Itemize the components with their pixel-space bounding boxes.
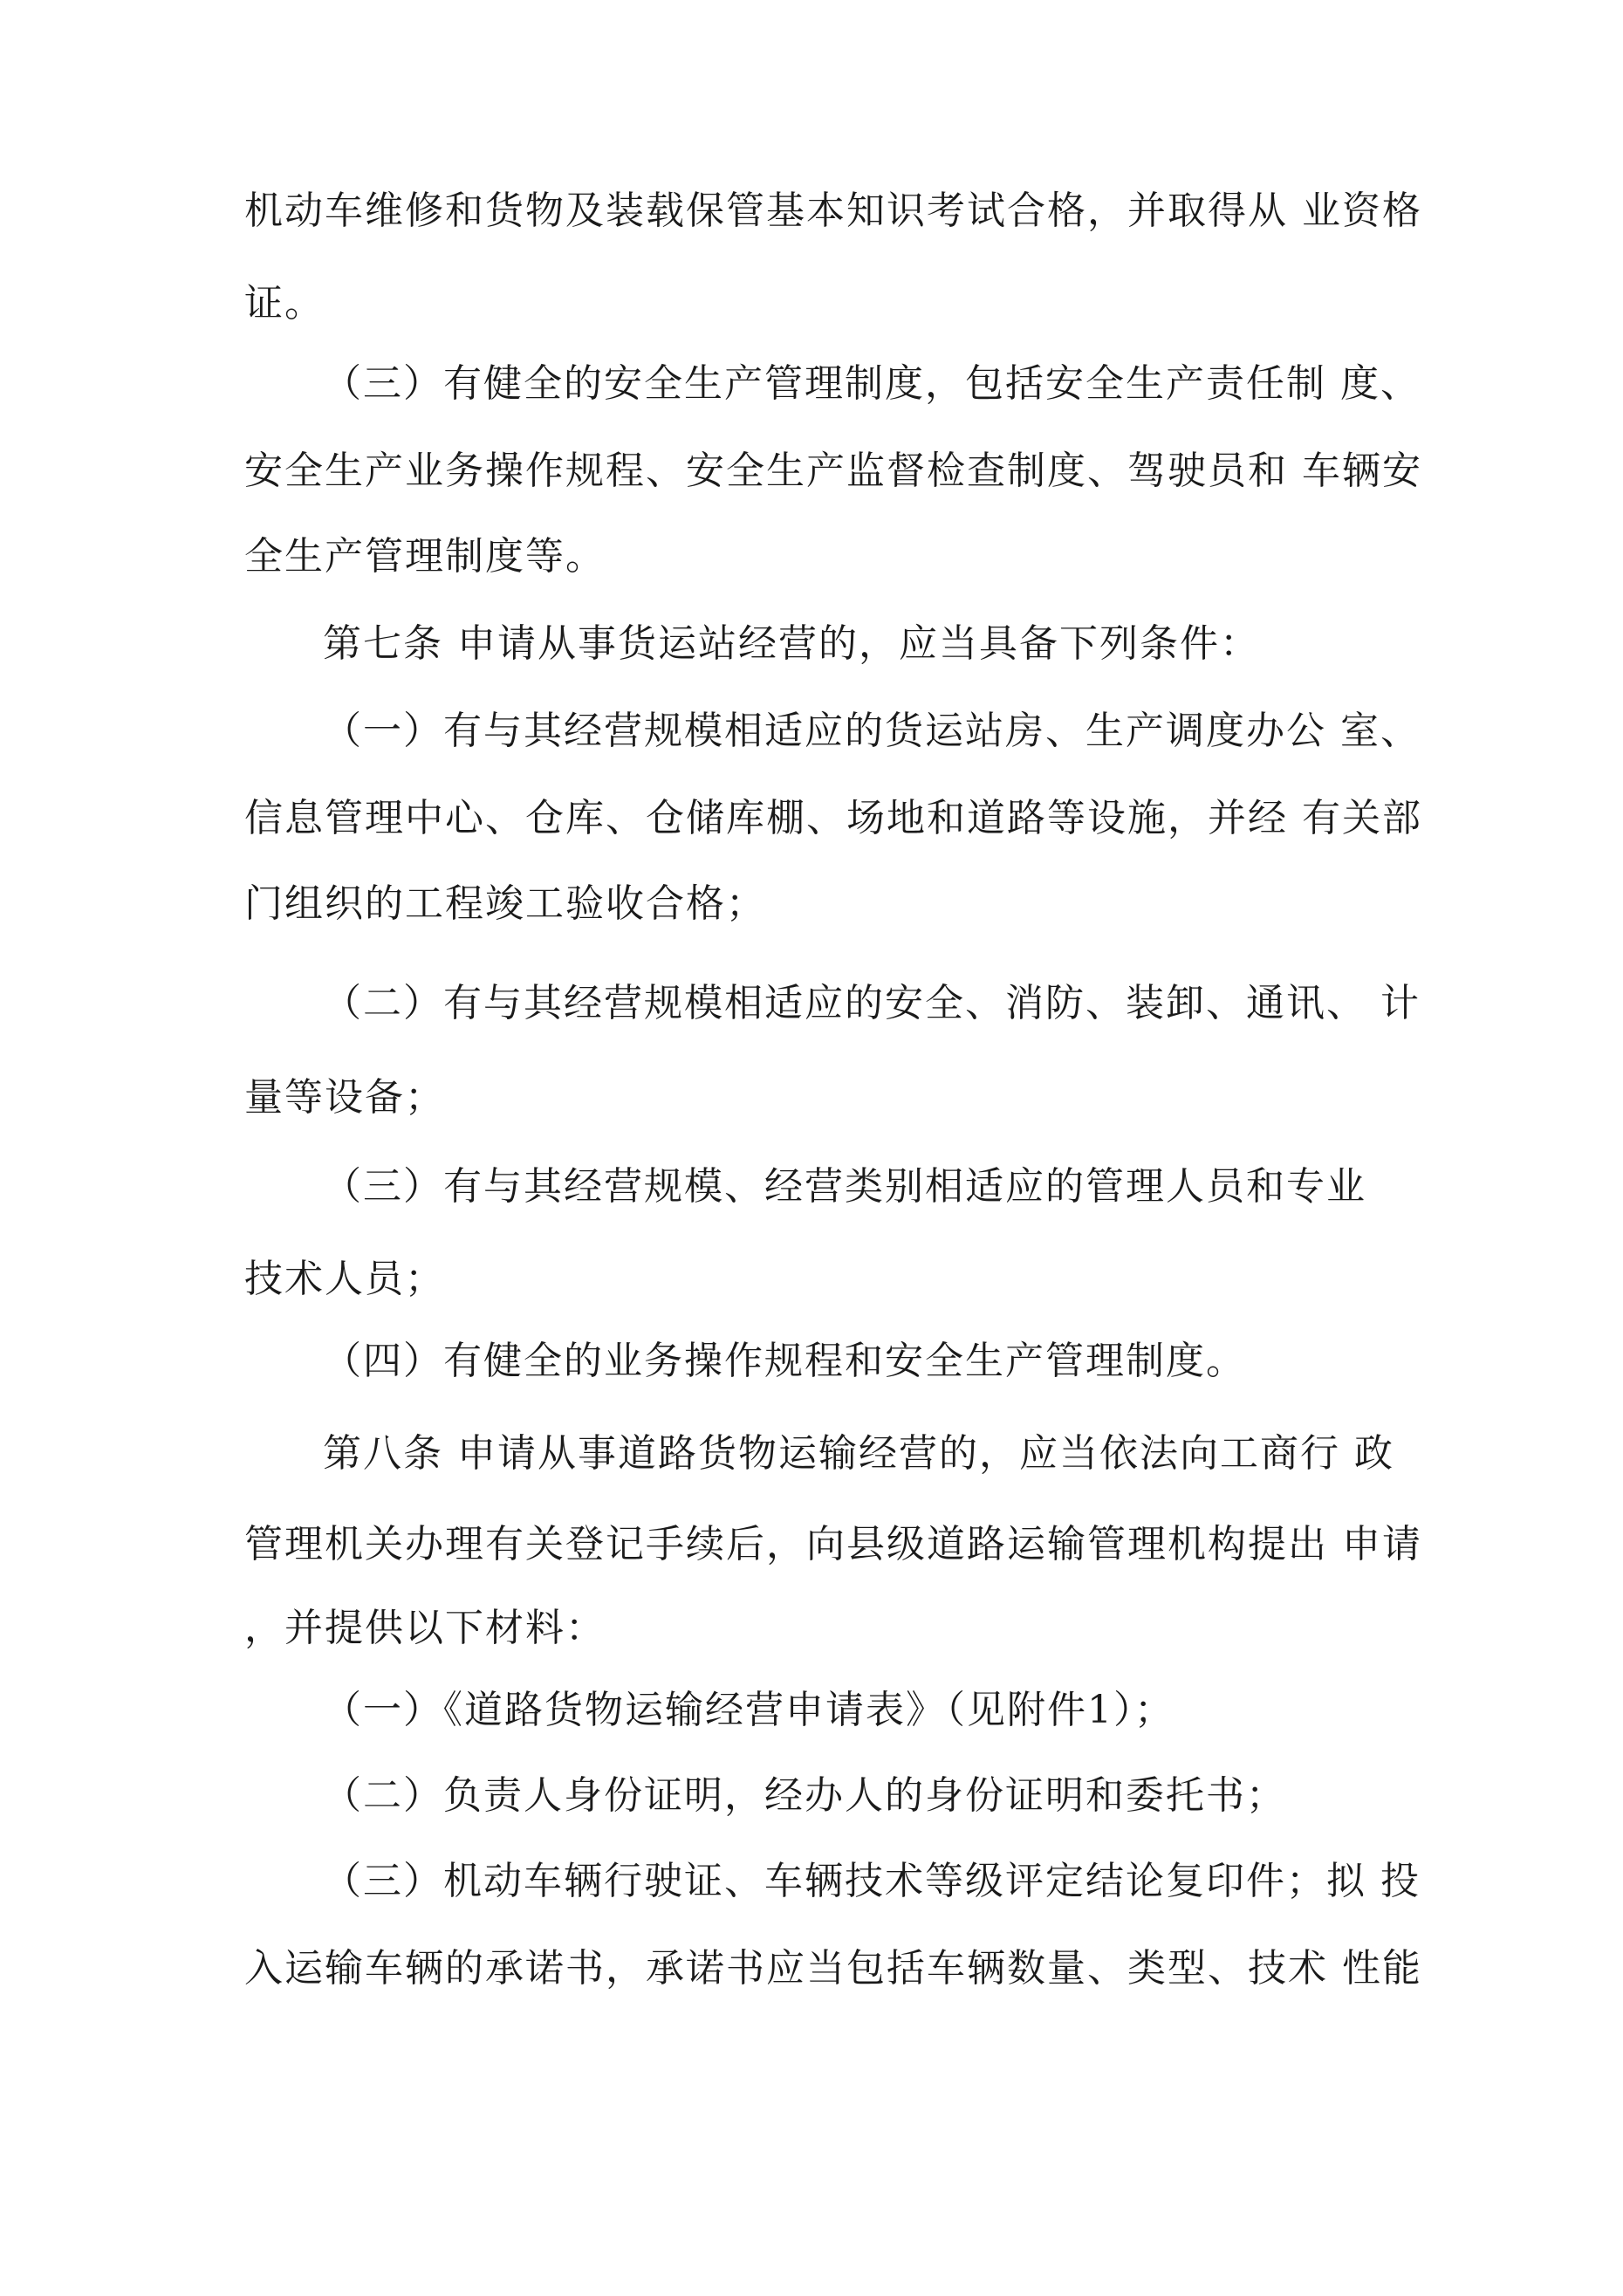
section-heading: 第八条 申请从事道路货物运输经营的，应当依法向工商行 政 [323,1431,1394,1476]
text-line: 入运输车辆的承诺书，承诺书应当包括车辆数量、类型、技术 性能 [244,1946,1422,1991]
text-line: 信息管理中心、仓库、仓储库棚、场地和道路等设施，并经 有关部 [244,796,1422,840]
text-line: （三）机动车辆行驶证、车辆技术等级评定结论复印件；拟 投 [323,1859,1421,1903]
text-line: （一）有与其经营规模相适应的货运站房、生产调度办公 室、 [323,709,1421,753]
text-line: ，并提供以下材料： [244,1606,606,1650]
text-line: （一）《道路货物运输经营申请表》（见附件1）； [323,1688,1174,1732]
text-line: 量等设备； [244,1075,445,1120]
text-line: 管理机关办理有关登记手续后，向县级道路运输管理机构提出 申请 [244,1522,1422,1566]
text-line: 全生产管理制度等。 [244,534,606,579]
text-line: 机动车维修和货物及装载保管基本知识考试合格，并取得从 业资格 [244,188,1422,233]
text-line: 技术人员； [244,1257,445,1301]
text-line: （三）有与其经营规模、经营类别相适应的管理人员和专业 [323,1164,1366,1209]
text-line: 证。 [244,281,325,326]
text-line: （二）负责人身份证明，经办人的身份证明和委托书； [323,1773,1286,1818]
section-heading: 第七条 申请从事货运站经营的，应当具备下列条件： [323,621,1260,666]
text-line: 安全生产业务操作规程、安全生产监督检查制度、驾驶员和 车辆安 [244,449,1422,493]
text-line: （四）有健全的业务操作规程和安全生产管理制度。 [323,1339,1246,1383]
text-line: 门组织的工程竣工验收合格； [244,881,766,926]
text-line: （三）有健全的安全生产管理制度，包括安全生产责任制 度、 [323,361,1421,406]
text-line: （二）有与其经营规模相适应的安全、消防、装卸、通讯、 计 [323,981,1421,1025]
